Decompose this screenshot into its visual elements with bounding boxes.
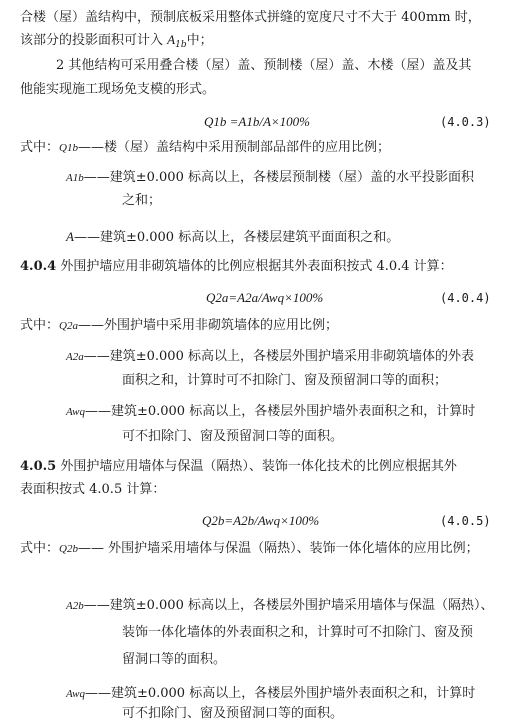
definition-text: ——建筑±0.000 标高以上，各楼层外围护墙采用非砌筑墙体的外表: [83, 349, 474, 364]
section-heading: [20, 259, 453, 275]
section-text: 外围护墙应用非砌筑墙体的比例应根据其外表面积按式 4.0.4 计算：: [60, 259, 453, 274]
text-line: 可不扣除门、窗及预留洞口等的面积。: [122, 429, 344, 444]
definition-text: —— 外围护墙采用墙体与保温（隔热）、装饰一体化墙体的应用比例；: [77, 541, 479, 556]
section-heading: [20, 459, 457, 475]
definition-text: ——建筑±0.000 标高以上，各楼层外围护墙采用墙体与保温（隔热）、: [83, 598, 494, 613]
where-line: [66, 349, 474, 365]
where-lead: 式中：: [20, 140, 60, 155]
definition-text: ——建筑±0.000 标高以上，各楼层建筑平面面积之和。: [73, 230, 400, 245]
where-lead: 式中：: [20, 541, 60, 556]
definition-text: ——建筑±0.000 标高以上，各楼层外围护墙外表面积之和，计算时: [84, 686, 476, 701]
section-number: 4.0.5: [20, 459, 57, 474]
where-line: [20, 140, 390, 156]
where-line: [20, 318, 338, 334]
text-line: 面积之和，计算时可不扣除门、窗及预留洞口等的面积；: [122, 373, 448, 388]
equation: Q2b=A2b/Awq×100%: [202, 513, 320, 528]
symbol: A: [66, 229, 74, 244]
where-line: [66, 598, 493, 614]
symbol: A2b: [66, 600, 84, 612]
symbol: Q2a: [59, 320, 78, 332]
text-line: [20, 32, 213, 53]
equation-number: (4.0.3): [440, 115, 491, 129]
definition-text: ——建筑±0.000 标高以上，各楼层外围护墙外表面积之和，计算时: [84, 404, 476, 419]
definition-text: ——楼（屋）盖结构中采用预制部品部件的应用比例；: [77, 140, 390, 155]
where-line: [20, 541, 479, 557]
text-line: 留洞口等的面积。: [122, 652, 227, 667]
text-line: 之和；: [122, 193, 162, 208]
text-line: 装饰一体化墙体的外表面积之和，计算时可不扣除门、窗及预: [122, 625, 474, 640]
symbol: Awq: [66, 406, 85, 418]
symbol: Q1b: [59, 142, 78, 154]
text-line: 合楼（屋）盖结构中，预制底板采用整体式拼缝的宽度尺寸不大于 400mm 时，: [20, 10, 481, 25]
definition-text: ——外围护墙中采用非砌筑墙体的应用比例；: [77, 318, 338, 333]
where-line: [66, 404, 475, 420]
symbol: Q2b: [59, 543, 78, 555]
text-fragment: 该部分的投影面积可计入: [20, 33, 164, 48]
symbol: A: [167, 32, 176, 47]
text-line: 可不扣除门、窗及预留洞口等的面积。: [122, 706, 344, 721]
equation: Q1b =A1b/A×100%: [204, 114, 311, 129]
where-line: [66, 170, 474, 186]
symbol: A2a: [66, 351, 84, 363]
equation-number: (4.0.4): [440, 291, 491, 305]
text-line: 表面积按式 4.0.5 计算：: [20, 482, 166, 497]
equation-number: (4.0.5): [440, 514, 491, 528]
where-line: [66, 229, 399, 246]
definition-text: ——建筑±0.000 标高以上，各楼层预制楼（屋）盖的水平投影面积: [83, 170, 474, 185]
equation: Q2a=A2a/Awq×100%: [206, 290, 324, 305]
symbol: Awq: [66, 688, 85, 700]
text-line: 他能实现施工现场免支模的形式。: [20, 82, 216, 97]
symbol: A1b: [66, 172, 84, 184]
text-fragment: 中；: [186, 33, 213, 48]
section-text: 外围护墙应用墙体与保温（隔热）、装饰一体化技术的比例应根据其外: [60, 459, 457, 474]
symbol-subscript: 1b: [175, 40, 187, 50]
where-line: [66, 686, 475, 702]
text-line: 2 其他结构可采用叠合楼（屋）盖、预制楼（屋）盖、木楼（屋）盖及其: [56, 58, 472, 73]
where-lead: 式中：: [20, 318, 60, 333]
section-number: 4.0.4: [20, 259, 57, 274]
